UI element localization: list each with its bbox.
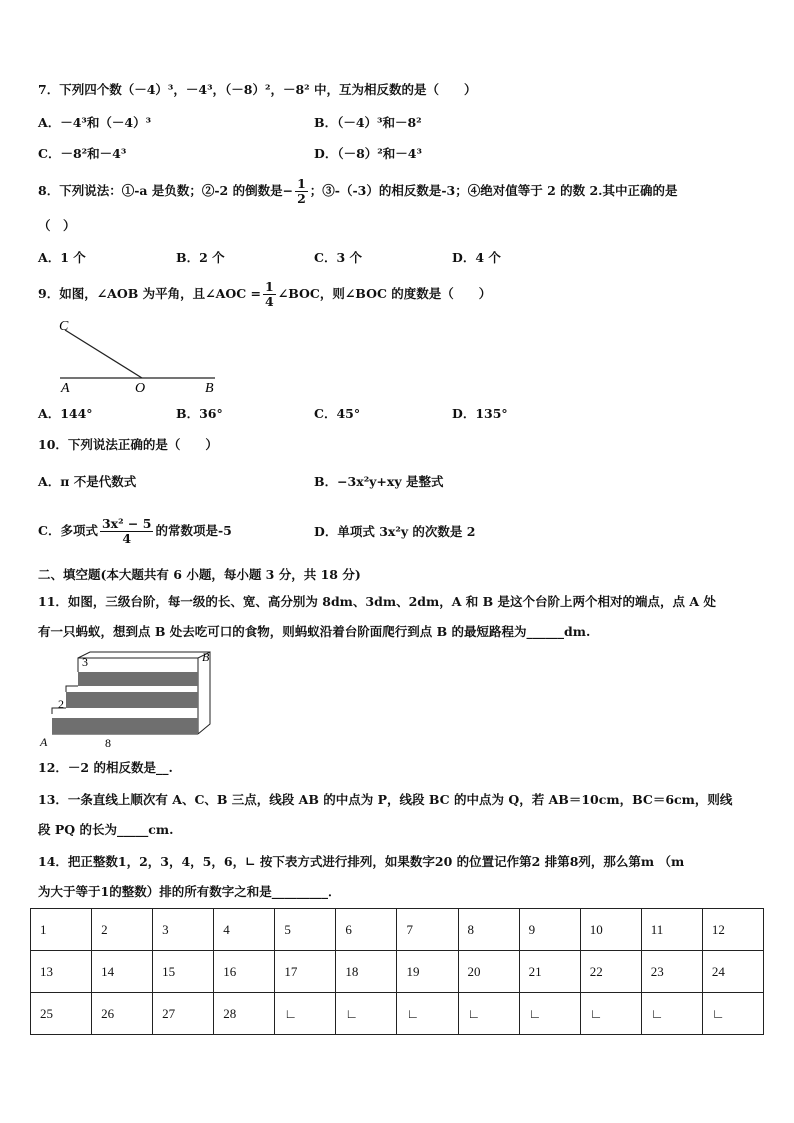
q10-optc-num: 3x² − 5 [101, 516, 152, 531]
q10-option-a: A．π 不是代数式 [38, 474, 137, 489]
q14-line1: 14．把正整数1，2，3，4，5，6，∟ 按下表方式进行排列，如果数字20 的位置记作第2 排第8列，那么第m （m [38, 854, 685, 869]
label-o: O [135, 381, 146, 396]
label-2: 2 [58, 697, 64, 711]
table-cell: 17 [275, 951, 336, 993]
q11-stairs-figure [38, 650, 218, 754]
q10-optc-part1: C．多项式 [38, 523, 98, 538]
table-cell: 14 [92, 951, 153, 993]
table-cell: ∟ [397, 993, 458, 1035]
q10-optc-fraction [100, 517, 154, 546]
table-cell: 12 [702, 909, 763, 951]
table-cell: 15 [153, 951, 214, 993]
table-cell: 26 [92, 993, 153, 1035]
stair-riser-top [78, 672, 198, 686]
table-cell: 21 [519, 951, 580, 993]
q8-stem-part1: 8．下列说法：①-a 是负数；②-2 的倒数是− [38, 183, 294, 198]
q11-line1: 11．如图，三级台阶，每一级的长、宽、高分别为 8dm、3dm、2dm，A 和 B 是这个台阶上两个相对的端点，点 A 处 [38, 594, 716, 609]
stair-riser-bottom [52, 718, 198, 734]
table-cell: 22 [580, 951, 641, 993]
q14-line2: 为大于等于1的整数）排的所有数字之和是_________． [38, 884, 341, 899]
q10-option-b: B．−3x²y+xy 是整式 [314, 474, 444, 489]
q9-frac-num: 1 [265, 279, 274, 294]
table-cell: 8 [458, 909, 519, 951]
q10-optc-den: 4 [122, 531, 132, 546]
q7-stem: 7．下列四个数（－4）³，－4³，（－8）²，－8² 中，互为相反数的是（ ） [38, 82, 477, 97]
table-cell: 19 [397, 951, 458, 993]
q9-option-a: A．144° [38, 406, 93, 421]
number-arrangement-table [30, 908, 764, 1035]
q9-angle-figure [55, 316, 225, 396]
q9-frac-den: 4 [265, 294, 274, 309]
q9-option-c: C．45° [314, 406, 361, 421]
q9-stem [38, 279, 491, 309]
table-cell: 28 [214, 993, 275, 1035]
label-b: B [202, 650, 210, 664]
table-cell: 1 [31, 909, 92, 951]
table-row [31, 993, 764, 1035]
q7-option-d: D．（－8）²和－4³ [314, 146, 422, 161]
q7-option-a: A．－4³和（－4）³ [38, 115, 152, 130]
q8-frac-den: 2 [297, 191, 306, 206]
q11-line2: 有一只蚂蚁，想到点 B 处去吃可口的食物，则蚂蚁沿着台阶面爬行到点 B 的最短路程为______dm. [38, 624, 591, 639]
table-cell: ∟ [519, 993, 580, 1035]
q8-frac-num: 1 [297, 176, 306, 191]
table-cell: ∟ [641, 993, 702, 1035]
q8-fraction [295, 177, 308, 206]
ray-oc [65, 330, 142, 378]
q10-optc-part2: 的常数项是-5 [155, 523, 232, 538]
table-cell: ∟ [336, 993, 397, 1035]
table-cell: ∟ [580, 993, 641, 1035]
q8-option-b: B．2 个 [176, 250, 225, 265]
q9-stem-part2: ∠BOC，则∠BOC 的度数是（ ） [277, 286, 492, 301]
q12-stem: 12．－2 的相反数是__. [38, 760, 173, 775]
q10-option-d: D．单项式 3x²y 的次数是 2 [314, 524, 476, 539]
q8-stem-part2: ；③-（-3）的相反数是-3；④绝对值等于 2 的数 2.其中正确的是 [309, 183, 678, 198]
table-cell: ∟ [458, 993, 519, 1035]
label-b: B [205, 381, 214, 396]
stair-riser-middle [66, 692, 198, 708]
q9-option-b: B．36° [176, 406, 223, 421]
table-cell: 13 [31, 951, 92, 993]
table-cell: 7 [397, 909, 458, 951]
table-cell: 27 [153, 993, 214, 1035]
table-cell: 5 [275, 909, 336, 951]
q8-option-a: A．1 个 [38, 250, 86, 265]
q10-option-c [38, 513, 232, 549]
q9-fraction [263, 280, 276, 309]
table-cell: 23 [641, 951, 702, 993]
table-cell: 11 [641, 909, 702, 951]
label-8: 8 [105, 736, 111, 750]
table-cell: ∟ [275, 993, 336, 1035]
q8-option-d: D．4 个 [452, 250, 501, 265]
table-row [31, 951, 764, 993]
table-cell: ∟ [702, 993, 763, 1035]
q9-stem-part1: 9．如图，∠AOB 为平角，且∠AOC = [38, 286, 262, 301]
q7-option-c: C．－8²和－4³ [38, 146, 127, 161]
q7-option-b: B．（－4）³和－8² [314, 115, 422, 130]
table-cell: 2 [92, 909, 153, 951]
q13-line2: 段 PQ 的长为_____cm. [38, 822, 174, 837]
table-cell: 20 [458, 951, 519, 993]
section-title: 二、填空题(本大题共有 6 小题，每小题 3 分，共 18 分) [38, 567, 361, 582]
table-row [31, 909, 764, 951]
label-a: A [40, 735, 48, 749]
q13-line1: 13．一条直线上顺次有 A、C、B 三点，线段 AB 的中点为 P，线段 BC 的中点为 Q，若 AB＝10cm，BC＝6cm，则线 [38, 792, 733, 807]
label-a: A [61, 381, 70, 396]
table-cell: 25 [31, 993, 92, 1035]
table-cell: 6 [336, 909, 397, 951]
table-cell: 24 [702, 951, 763, 993]
q9-option-d: D．135° [452, 406, 508, 421]
table-cell: 10 [580, 909, 641, 951]
table-cell: 16 [214, 951, 275, 993]
q8-stem [38, 176, 678, 206]
table-cell: 18 [336, 951, 397, 993]
table-cell: 4 [214, 909, 275, 951]
q10-stem: 10．下列说法正确的是（ ） [38, 437, 218, 452]
table-cell: 9 [519, 909, 580, 951]
q8-paren: （ ） [38, 218, 76, 233]
label-3: 3 [82, 655, 88, 669]
label-c: C [59, 319, 69, 334]
table-cell: 3 [153, 909, 214, 951]
q8-option-c: C．3 个 [314, 250, 362, 265]
